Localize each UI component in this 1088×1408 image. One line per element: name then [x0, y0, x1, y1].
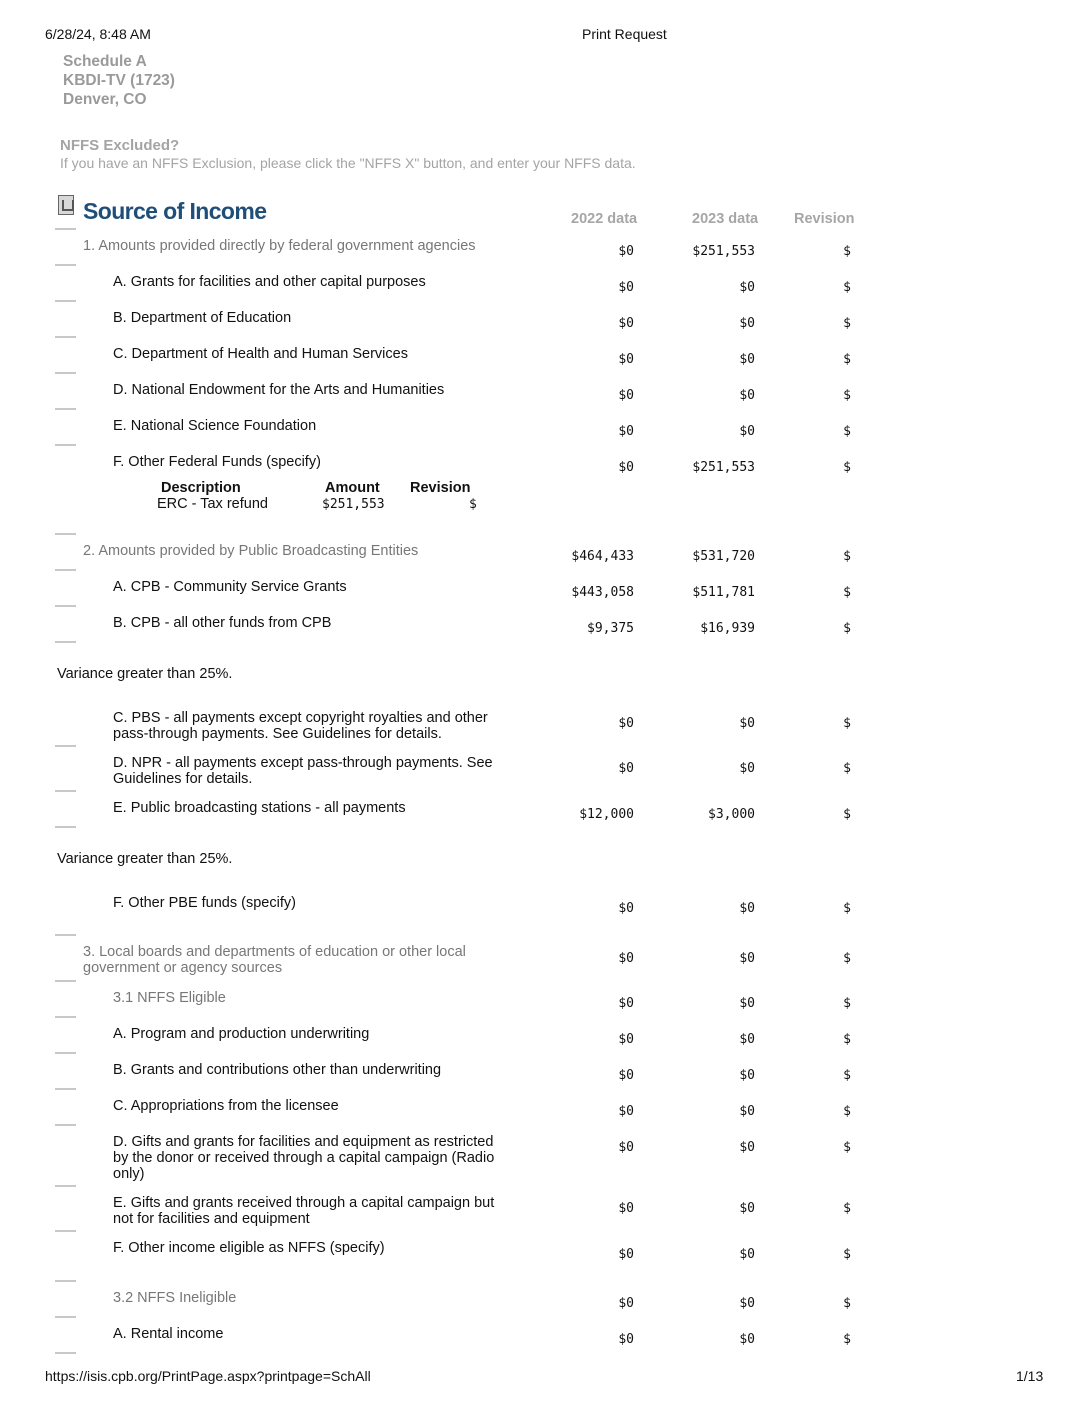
- row-label: A. Rental income: [113, 1326, 224, 1342]
- value-2023: $0: [739, 280, 755, 295]
- row-divider: [55, 1352, 76, 1354]
- schedule-info: [63, 52, 175, 109]
- value-revision: $: [843, 761, 851, 776]
- subtable-description: ERC - Tax refund: [157, 496, 268, 512]
- value-revision: $: [843, 621, 851, 636]
- value-revision: $: [843, 1332, 851, 1347]
- value-2023: $0: [739, 1332, 755, 1347]
- row-divider: [55, 790, 76, 792]
- value-2023: $0: [739, 761, 755, 776]
- value-revision: $: [843, 1104, 851, 1119]
- subtable-amount: $251,553: [322, 497, 385, 512]
- value-2023: $531,720: [692, 549, 755, 564]
- subtable-header-revision: Revision: [410, 480, 471, 496]
- row-label: A. Grants for facilities and other capital purposes: [113, 274, 426, 290]
- value-2023: $0: [739, 424, 755, 439]
- value-2023: $0: [739, 1201, 755, 1216]
- value-revision: $: [843, 280, 851, 295]
- row-label-nffs-ineligible: 3.2 NFFS Ineligible: [113, 1290, 237, 1306]
- value-revision: $: [843, 460, 851, 475]
- row-divider: [55, 980, 76, 982]
- document-download-icon[interactable]: [58, 195, 74, 215]
- value-2023: $16,939: [700, 621, 755, 636]
- value-2022: $443,058: [571, 585, 634, 600]
- row-divider: [55, 1088, 76, 1090]
- value-2022: $464,433: [571, 549, 634, 564]
- value-2022: $0: [618, 1296, 634, 1311]
- value-2023: $0: [739, 1068, 755, 1083]
- value-2022: $0: [618, 1247, 634, 1262]
- row-divider: [55, 372, 76, 374]
- station-location: Denver, CO: [63, 91, 147, 108]
- variance-warning: Variance greater than 25%.: [57, 666, 233, 682]
- row-divider: [55, 336, 76, 338]
- column-header-2022: 2022 data: [571, 211, 638, 227]
- value-2022: $9,375: [587, 621, 634, 636]
- nffs-excluded-description: If you have an NFFS Exclusion, please click the "NFFS X" button, and enter your NFFS data.: [60, 155, 636, 171]
- row-label-local-total: 3. Local boards and departments of education or other local government or agency sources: [83, 944, 466, 976]
- value-2022: $0: [618, 761, 634, 776]
- row-divider: [55, 228, 76, 230]
- row-label: F. Other Federal Funds (specify): [113, 454, 321, 470]
- row-label: E. Public broadcasting stations - all payments: [113, 800, 406, 816]
- row-label: A. Program and production underwriting: [113, 1026, 370, 1042]
- value-2022: $0: [618, 996, 634, 1011]
- row-divider: [55, 745, 76, 747]
- value-revision: $: [843, 1247, 851, 1262]
- value-revision: $: [843, 807, 851, 822]
- nffs-excluded-title: NFFS Excluded?: [60, 137, 180, 154]
- value-2023: $0: [739, 1140, 755, 1155]
- variance-warning: Variance greater than 25%.: [57, 851, 233, 867]
- station-name: KBDI-TV (1723): [63, 72, 175, 89]
- value-2022: $0: [618, 1140, 634, 1155]
- value-2023: $0: [739, 996, 755, 1011]
- row-label-federal-total: 1. Amounts provided directly by federal government agencies: [83, 238, 476, 254]
- schedule-name: Schedule A: [63, 53, 147, 70]
- row-label-pbe-total: 2. Amounts provided by Public Broadcasting Entities: [83, 543, 419, 559]
- value-2022: $12,000: [579, 807, 634, 822]
- row-divider: [55, 444, 76, 446]
- subtable-header-amount: Amount: [325, 480, 380, 496]
- value-revision: $: [843, 996, 851, 1011]
- row-divider: [55, 1185, 76, 1187]
- value-2023: $0: [739, 1247, 755, 1262]
- row-label: B. Department of Education: [113, 310, 292, 326]
- value-2022: $0: [618, 460, 634, 475]
- value-revision: $: [843, 1068, 851, 1083]
- value-revision: $: [843, 316, 851, 331]
- value-2022: $0: [618, 901, 634, 916]
- value-revision: $: [843, 352, 851, 367]
- row-label: F. Other income eligible as NFFS (specify): [113, 1240, 385, 1256]
- row-divider: [55, 1316, 76, 1318]
- section-title: Source of Income: [83, 198, 267, 224]
- row-divider: [55, 533, 76, 535]
- subtable-header-description: Description: [161, 480, 241, 496]
- value-revision: $: [843, 1201, 851, 1216]
- value-revision: $: [843, 716, 851, 731]
- value-2023: $511,781: [692, 585, 755, 600]
- value-revision: $: [843, 901, 851, 916]
- column-header-2023: 2023 data: [692, 211, 759, 227]
- row-divider: [55, 1124, 76, 1126]
- column-header-revision: Revision: [794, 211, 855, 227]
- value-2023: $0: [739, 1104, 755, 1119]
- row-label: C. PBS - all payments except copyright royalties and other pass-through payments. See Guidelines for details.: [113, 710, 488, 742]
- row-divider: [55, 605, 76, 607]
- row-label: A. CPB - Community Service Grants: [113, 579, 347, 595]
- value-2023: $0: [739, 352, 755, 367]
- value-2022: $0: [618, 1201, 634, 1216]
- row-divider: [55, 408, 76, 410]
- row-label: E. National Science Foundation: [113, 418, 317, 434]
- row-label: D. NPR - all payments except pass-through payments. See Guidelines for details.: [113, 755, 493, 787]
- value-revision: $: [843, 388, 851, 403]
- value-2023: $251,553: [692, 460, 755, 475]
- value-revision: $: [843, 549, 851, 564]
- value-revision: $: [843, 585, 851, 600]
- value-revision: $: [843, 244, 851, 259]
- row-divider: [55, 641, 76, 643]
- value-2023: $0: [739, 951, 755, 966]
- row-divider: [55, 1016, 76, 1018]
- value-2022: $0: [618, 951, 634, 966]
- subtable-revision: $: [469, 497, 477, 512]
- value-2022: $0: [618, 1332, 634, 1347]
- value-2022: $0: [618, 1068, 634, 1083]
- row-label: F. Other PBE funds (specify): [113, 895, 296, 911]
- value-2023: $251,553: [692, 244, 755, 259]
- value-2022: $0: [618, 424, 634, 439]
- value-2023: $0: [739, 316, 755, 331]
- row-label: D. National Endowment for the Arts and Humanities: [113, 382, 445, 398]
- row-divider: [55, 569, 76, 571]
- row-divider: [55, 826, 76, 828]
- value-2022: $0: [618, 352, 634, 367]
- value-2022: $0: [618, 1104, 634, 1119]
- value-2023: $0: [739, 901, 755, 916]
- row-label: C. Appropriations from the licensee: [113, 1098, 339, 1114]
- value-2022: $0: [618, 716, 634, 731]
- page-url: https://isis.cpb.org/PrintPage.aspx?printpage=SchAll: [45, 1368, 371, 1384]
- row-label: C. Department of Health and Human Services: [113, 346, 408, 362]
- value-revision: $: [843, 1032, 851, 1047]
- row-divider: [55, 1280, 76, 1282]
- value-revision: $: [843, 951, 851, 966]
- row-label: B. CPB - all other funds from CPB: [113, 615, 332, 631]
- value-revision: $: [843, 1140, 851, 1155]
- value-2022: $0: [618, 280, 634, 295]
- print-title: Print Request: [582, 26, 667, 42]
- value-2022: $0: [618, 316, 634, 331]
- value-2023: $3,000: [708, 807, 755, 822]
- value-2023: $0: [739, 388, 755, 403]
- value-revision: $: [843, 1296, 851, 1311]
- row-label-nffs-eligible: 3.1 NFFS Eligible: [113, 990, 226, 1006]
- value-2022: $0: [618, 244, 634, 259]
- row-divider: [55, 264, 76, 266]
- row-divider: [55, 1230, 76, 1232]
- row-divider: [55, 934, 76, 936]
- page-number: 1/13: [1016, 1368, 1044, 1384]
- value-2022: $0: [618, 1032, 634, 1047]
- value-2023: $0: [739, 1296, 755, 1311]
- value-2023: $0: [739, 1032, 755, 1047]
- value-2022: $0: [618, 388, 634, 403]
- row-label: B. Grants and contributions other than underwriting: [113, 1062, 442, 1078]
- row-label: E. Gifts and grants received through a capital campaign but not for facilities and equipment: [113, 1195, 495, 1227]
- value-2023: $0: [739, 716, 755, 731]
- value-revision: $: [843, 424, 851, 439]
- row-divider: [55, 1052, 76, 1054]
- row-divider: [55, 300, 76, 302]
- row-label: D. Gifts and grants for facilities and equipment as restricted by the donor or received through a capital campaign (Radio only): [113, 1134, 495, 1182]
- print-timestamp: 6/28/24, 8:48 AM: [45, 26, 151, 42]
